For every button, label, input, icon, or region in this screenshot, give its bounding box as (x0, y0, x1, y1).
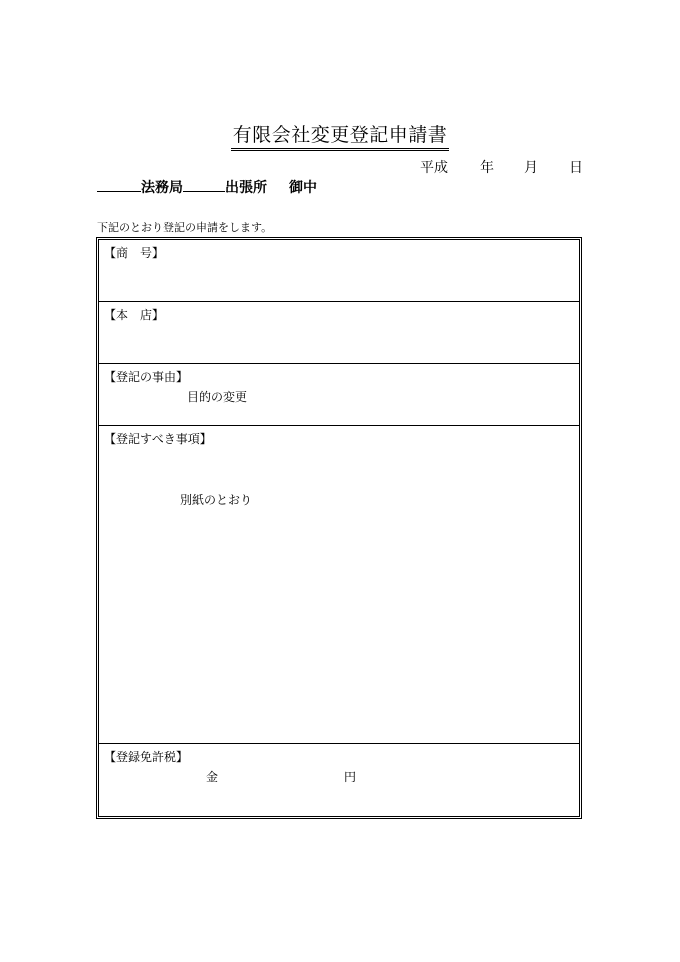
date-era: 平成 (420, 160, 448, 176)
trade-name-label: 【商 号】 (104, 246, 165, 260)
trade-name-section (99, 240, 579, 302)
tax-amount-prefix: 金 (206, 770, 219, 784)
tax-section (99, 744, 579, 814)
date-year: 年 (480, 160, 494, 176)
application-form (96, 237, 582, 819)
bureau-blank (97, 177, 141, 192)
head-office-label: 【本 店】 (104, 308, 165, 322)
head-office-section (99, 302, 579, 364)
title-text: 有限会社変更登記申請書 (231, 120, 450, 151)
intro-text: 下記のとおり登記の申請をします。 (97, 221, 273, 234)
reason-value: 目的の変更 (187, 390, 248, 404)
branch-blank (183, 177, 225, 192)
tax-label: 【登録免許税】 (104, 750, 189, 764)
reason-label: 【登記の事由】 (104, 370, 189, 384)
matters-value: 別紙のとおり (180, 493, 253, 507)
bureau-label: 法務局 (141, 180, 183, 196)
matters-label: 【登記すべき事項】 (104, 432, 212, 446)
addressee-line (97, 177, 317, 197)
date-day: 日 (569, 160, 583, 176)
tax-amount-unit: 円 (344, 770, 357, 784)
honorific: 御中 (289, 180, 317, 196)
branch-label: 出張所 (225, 180, 267, 196)
matters-section (99, 426, 579, 744)
page-title (0, 120, 680, 151)
date-month: 月 (524, 160, 538, 176)
reason-section (99, 364, 579, 426)
